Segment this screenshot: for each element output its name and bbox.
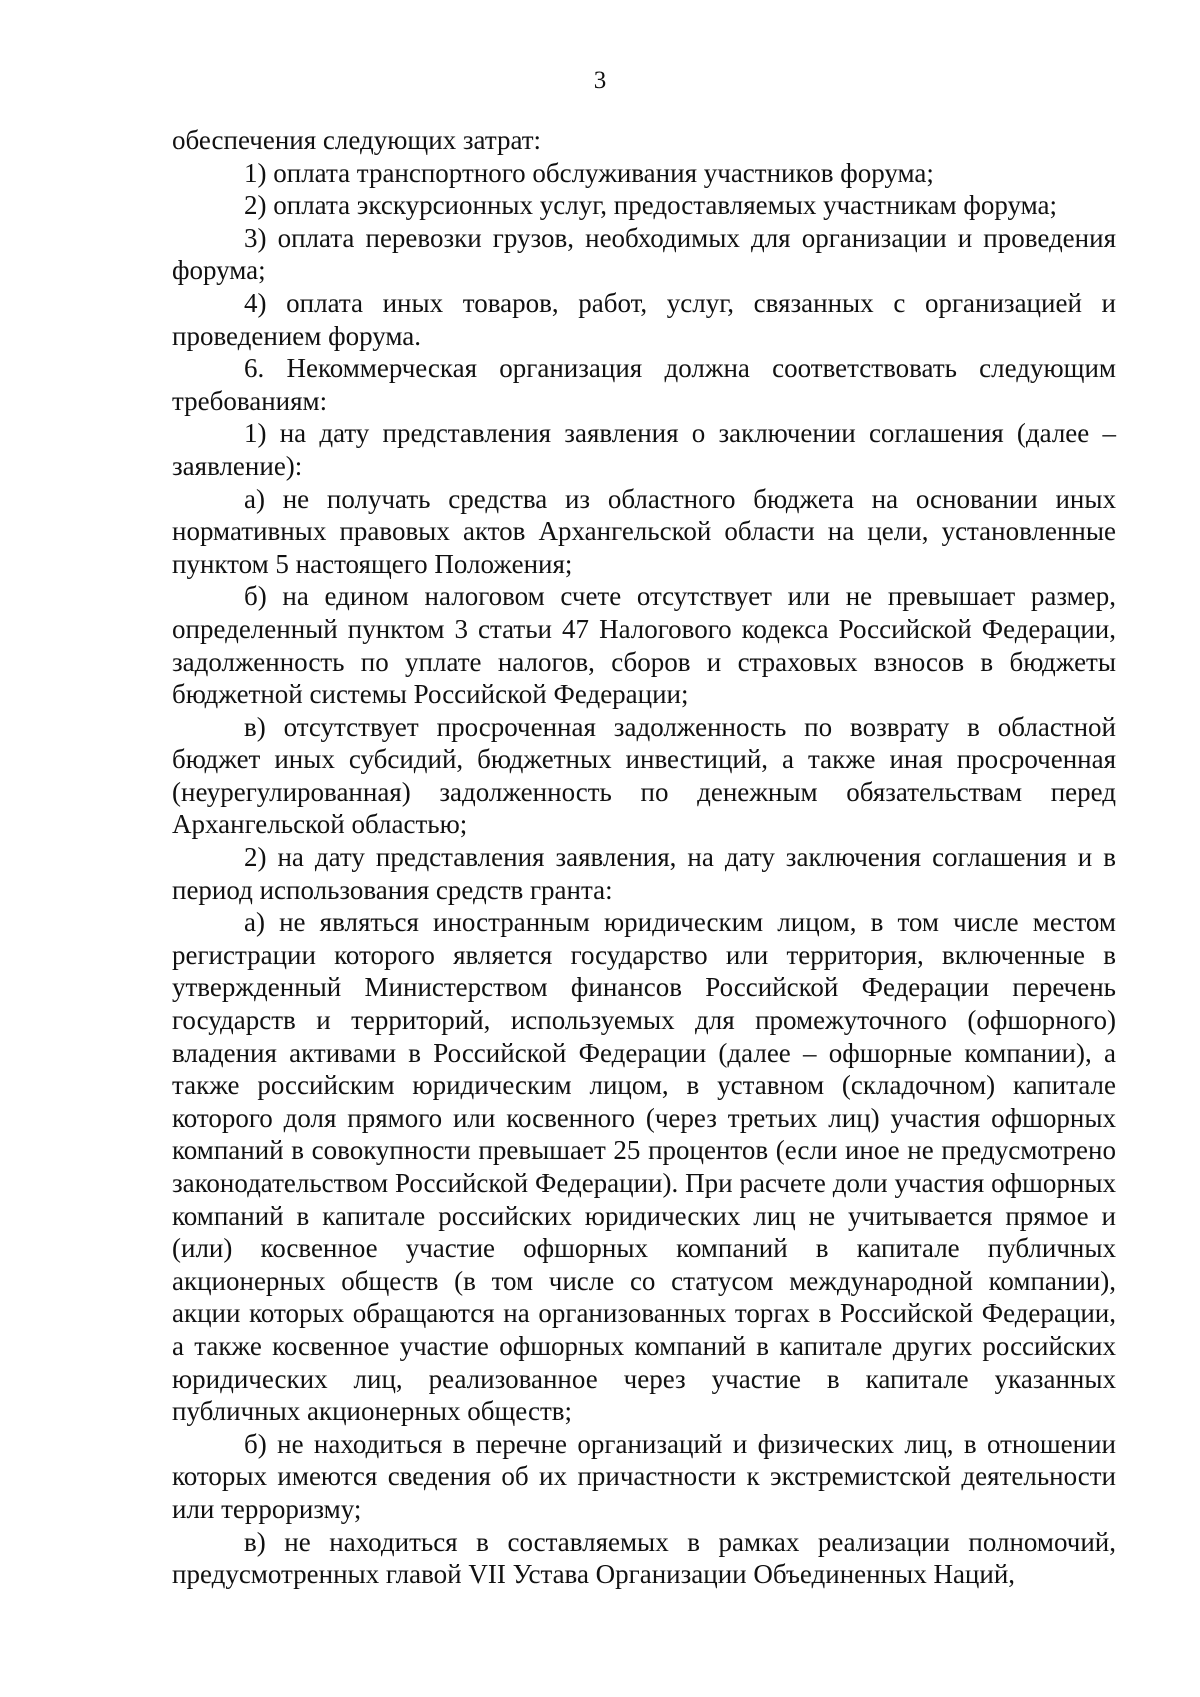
sub-item: б) на едином налоговом счете отсутствует или не превышает размер, определенный пунктом 3 статьи 47 Налогового кодекса Российской Федерации, задолженность по уплате налогов, сборов и страховых взносов в бюджеты бюджетной системы Российской Федерации;: [172, 581, 1116, 710]
paragraph: обеспечения следующих затрат:: [172, 125, 542, 155]
sub-item: а) не являться иностранным юридическим лицом, в том числе местом регистрации которого является государство или территория, включенные в утвержденный Министерством финансов Российской Федерации перечень государств и территорий, используемых для промежуточного (офшорного) владения активами в Российской Федерации (далее – офшорные компании), а также российским юридическим лицом, в уставном (складочном) капитале которого доля прямого или косвенного (через третьих лиц) участия офшорных компаний в совокупности превышает 25 процентов (если иное не предусмотрено законодательством Российской Федерации). При расчете доли участия офшорных компаний в капитале российских юридических лиц не учитывается прямое и (или) косвенное участие офшорных компаний в капитале публичных акционерных обществ (в том числе со статусом международной компании), акции которых обращаются на организованных торгах в Российской Федерации, а также косвенное участие офшорных компаний в капитале других российских юридических лиц, реализованное через участие в капитале указанных публичных акционерных обществ;: [172, 907, 1116, 1427]
list-item: 2) на дату представления заявления, на дату заключения соглашения и в период использования средств гранта:: [172, 842, 1116, 905]
list-item: 2) оплата экскурсионных услуг, предоставляемых участникам форума;: [244, 190, 1058, 221]
list-item: 4) оплата иных товаров, работ, услуг, связанных с организацией и проведением форума.: [172, 287, 1116, 351]
sub-item: б) не находиться в перечне организаций и физических лиц, в отношении которых имеются сведения об их причастности к экстремистской деятельности или терроризму;: [172, 1428, 1116, 1524]
sub-item: а) не получать средства из областного бюджета на основании иных нормативных правовых актов Архангельской области на цели, установленные пунктом 5 настоящего Положения;: [172, 483, 1116, 579]
section-paragraph: 6. Некоммерческая организация должна соответствовать следующим требованиям:: [172, 353, 1116, 416]
list-item: 1) на дату представления заявления о заключении соглашения (далее – заявление):: [172, 418, 1116, 481]
document-body: [172, 124, 1116, 1591]
sub-item: в) отсутствует просроченная задолженность по возврату в областной бюджет иных субсидий, бюджетных инвестиций, а также иная просроченная (неурегулированная) задолженность по денежным обязательствам перед Архангельской областью;: [172, 711, 1116, 840]
sub-item: в) не находиться в составляемых в рамках реализации полномочий, предусмотренных главой VII Устава Организации Объединенных Наций,: [172, 1526, 1116, 1590]
page-number: 3: [593, 67, 607, 94]
list-item: 3) оплата перевозки грузов, необходимых для организации и проведения форума;: [172, 222, 1116, 286]
list-item: 1) оплата транспортного обслуживания участников форума;: [244, 157, 934, 188]
